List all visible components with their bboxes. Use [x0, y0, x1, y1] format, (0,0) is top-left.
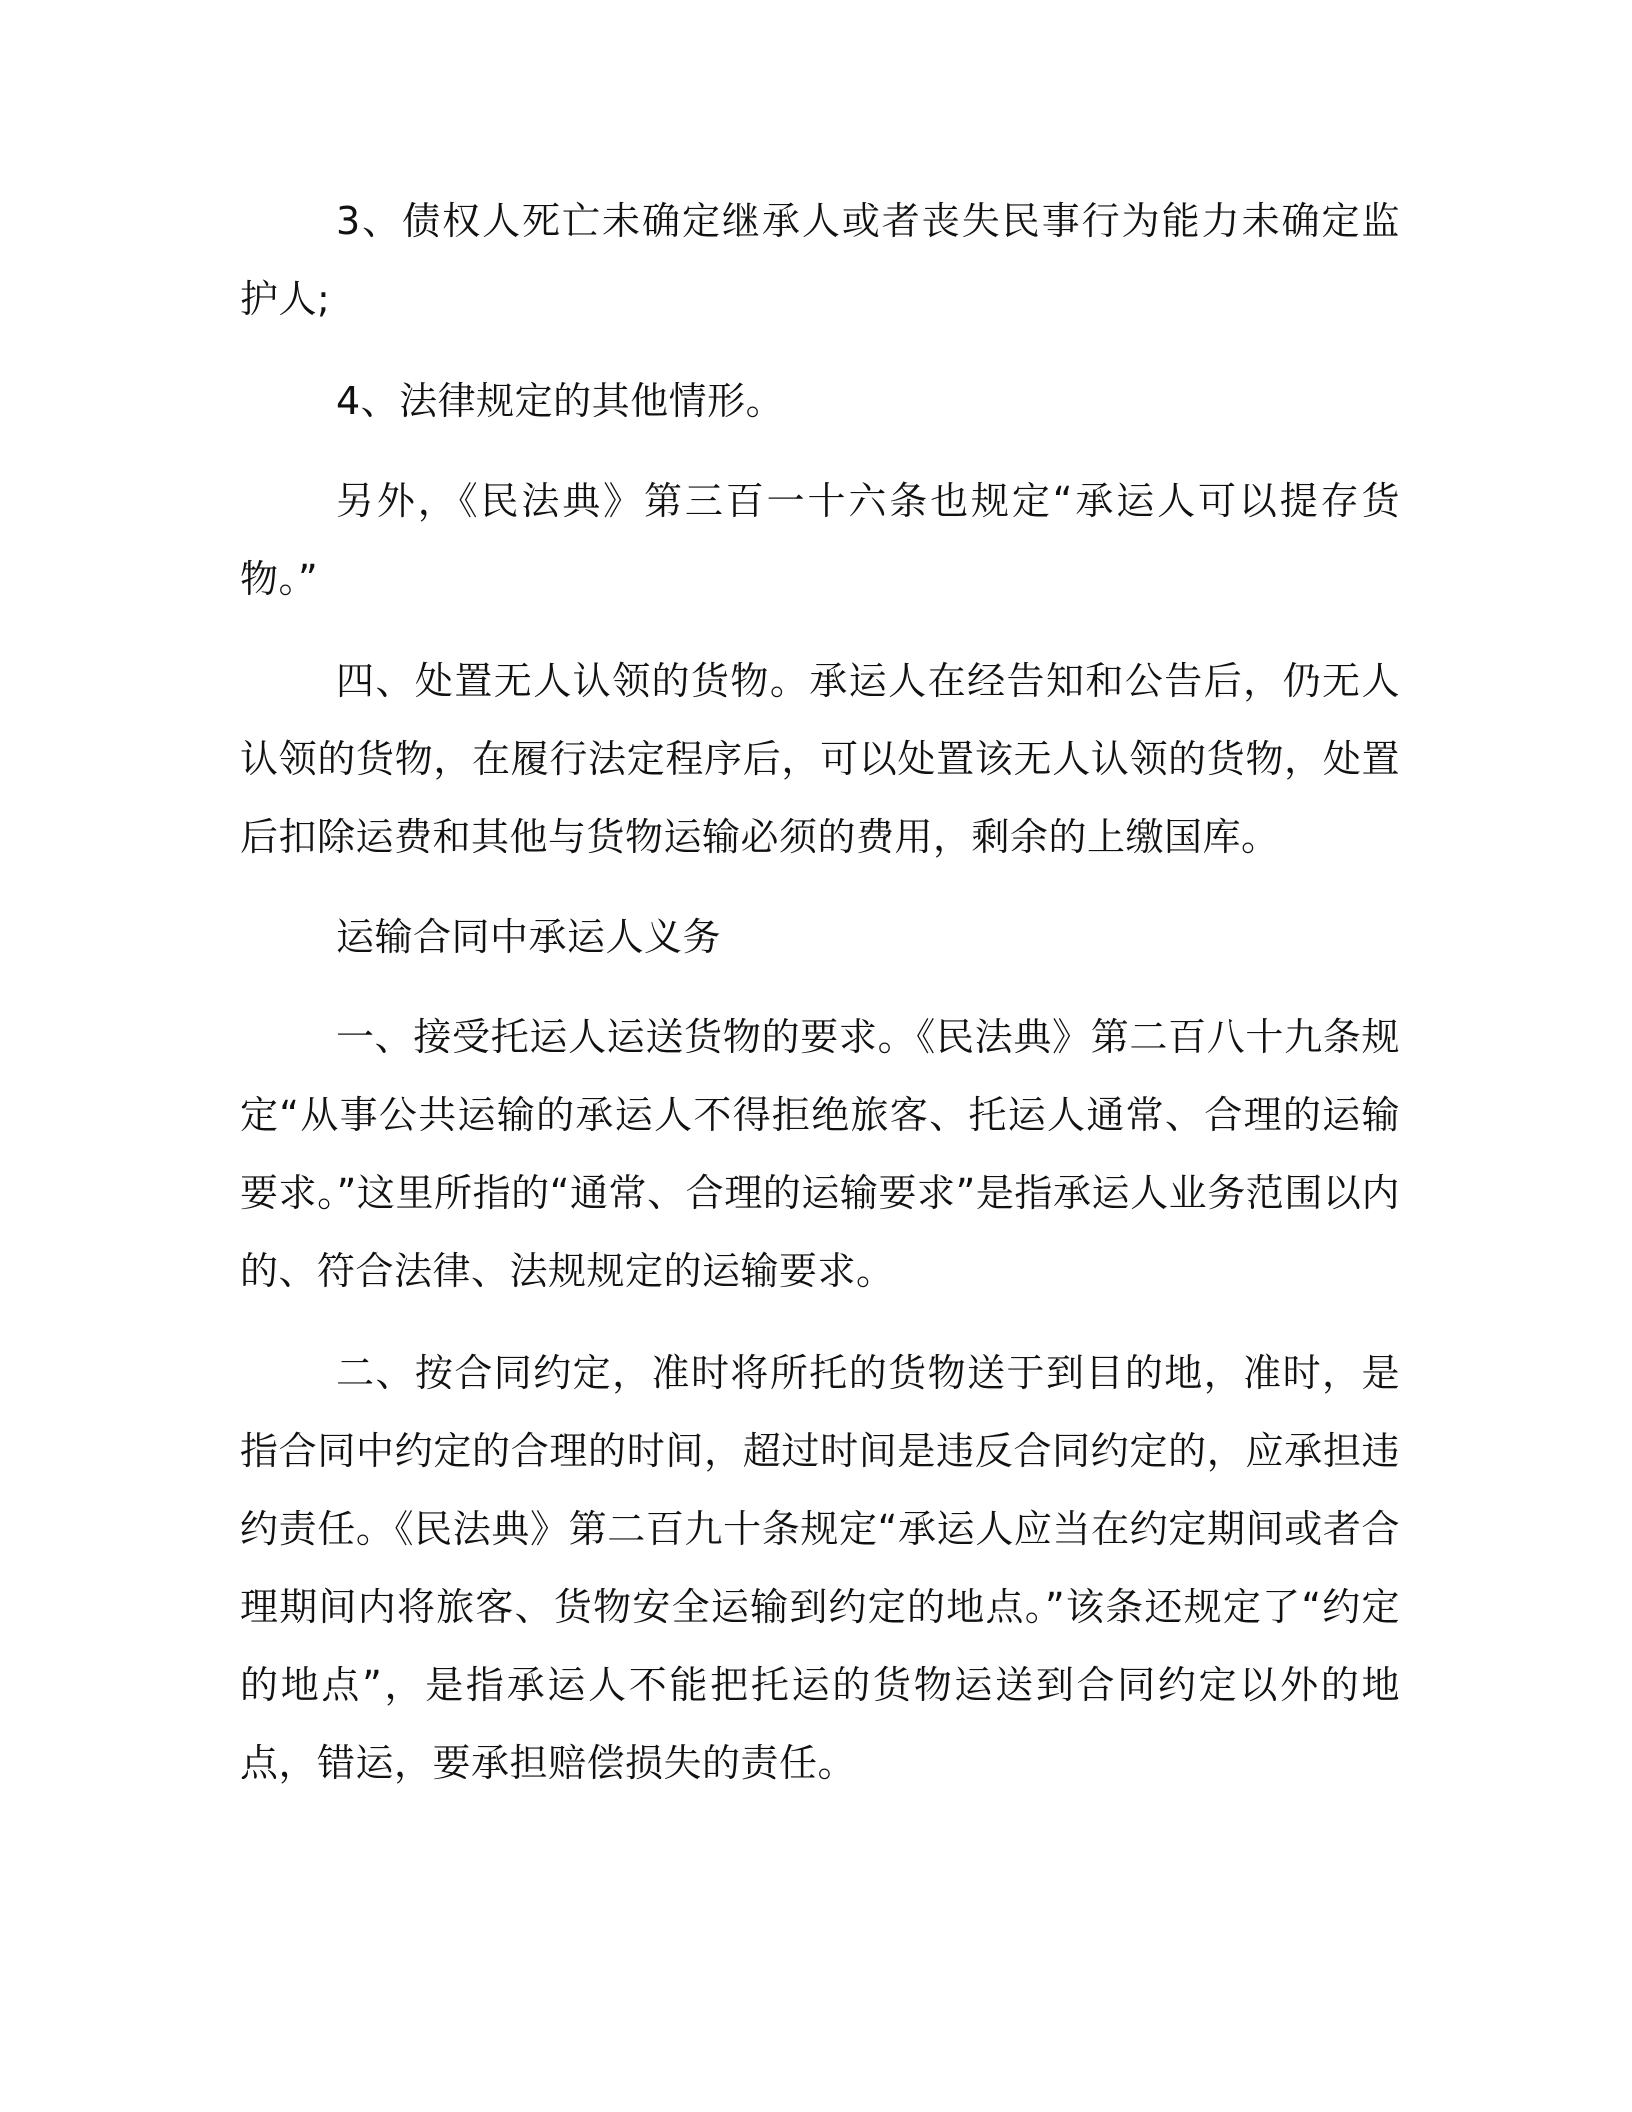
- paragraph-civil-code-316: 另外，《民法典》第三百一十六条也规定“承运人可以提存货物。”: [240, 479, 1400, 601]
- paragraph-unclaimed-goods: 四、处置无人认领的货物。承运人在经告知和公告后，仍无人认领的货物，在履行法定程序后，可以处置该无人认领的货物，处置后扣除运费和其他与货物运输必须的费用，剩余的上缴国库。: [240, 659, 1400, 859]
- paragraph-other-circumstances: 4、法律规定的其他情形。: [336, 379, 785, 423]
- paragraph-accept-shipping-request: 一、接受托运人运送货物的要求。《民法典》第二百八十九条规定“从事公共运输的承运人不得拒绝旅客、托运人通常、合理的运输要求。”这里所指的“通常、合理的运输要求”是指承运人业务范围以内的、符合法律、法规规定的运输要求。: [240, 1015, 1400, 1293]
- paragraph-creditor-death: 3、债权人死亡未确定继承人或者丧失民事行为能力未确定监护人;: [240, 199, 1400, 321]
- paragraph-timely-delivery: 二、按合同约定，准时将所托的货物送于到目的地，准时，是指合同中约定的合理的时间，超过时间是违反合同约定的，应承担违约责任。《民法典》第二百九十条规定“承运人应当在约定期间或者合理期间内将旅客、货物安全运输到约定的地点。”该条还规定了“约定的地点”，是指承运人不能把托运的货物运送到合同约定以外的地点，错运，要承担赔偿损失的责任。: [240, 1351, 1400, 1785]
- section-heading-carrier-obligations: 运输合同中承运人义务: [336, 915, 722, 959]
